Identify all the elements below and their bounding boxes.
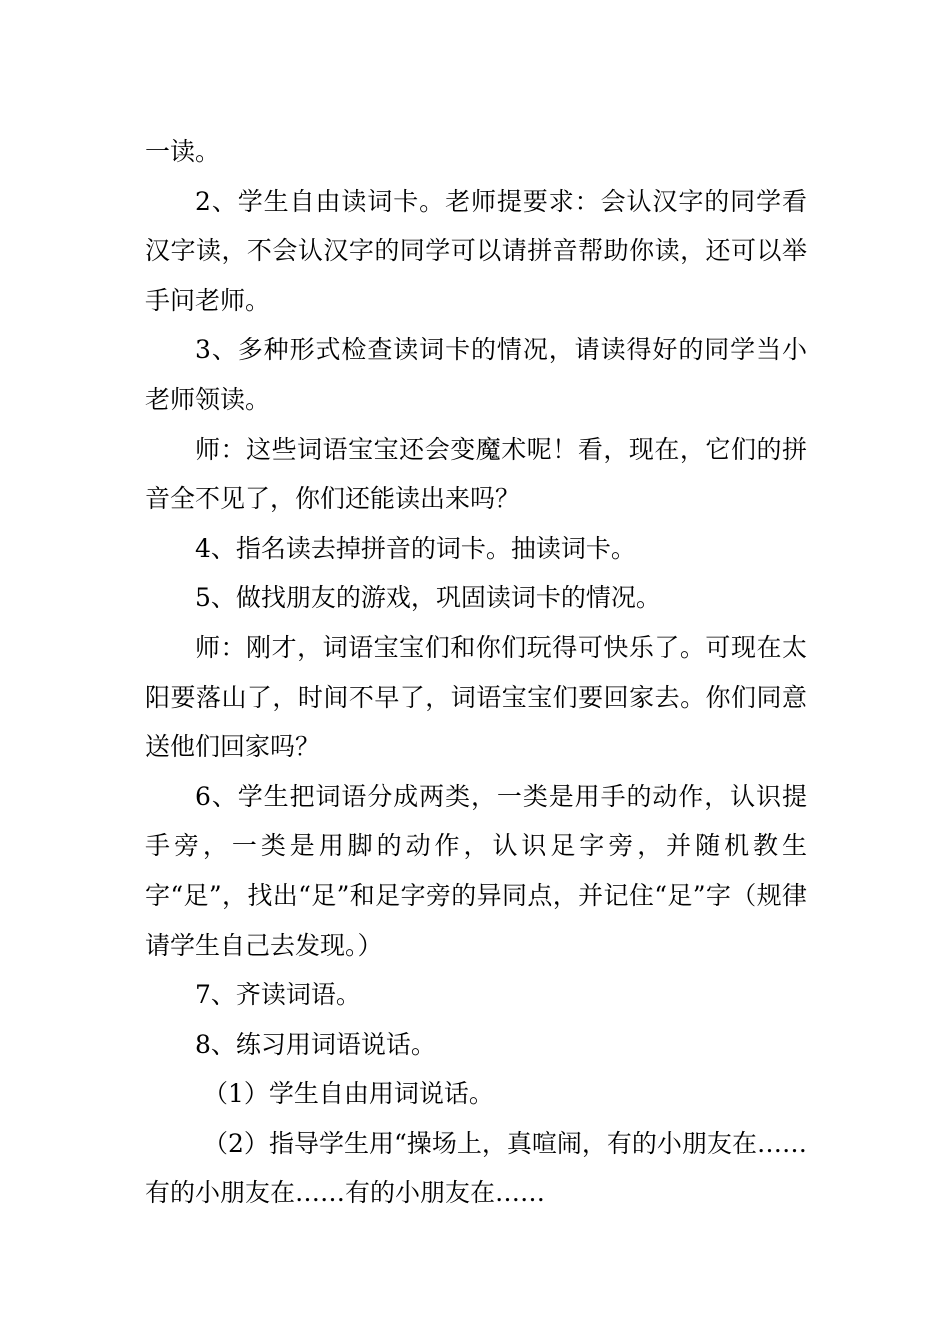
- paragraph-step-3: 3、多种形式检查读词卡的情况，请读得好的同学当小老师领读。: [145, 335, 807, 414]
- paragraph-step-5: 5、做找朋友的游戏，巩固读词卡的情况。: [195, 583, 661, 613]
- paragraph-substep-2: （2）指导学生用“操场上，真喧闹，有的小朋友在……有的小朋友在……有的小朋友在……: [145, 1128, 807, 1208]
- paragraph-step-2: 2、学生自由读词卡。老师提要求：会认汉字的同学看汉字读，不会认汉字的同学可以请拼音帮助你读，还可以举手问老师。: [145, 186, 807, 315]
- paragraph-continuation: 一读。: [145, 137, 221, 166]
- paragraph-teacher-magic: 师：这些词语宝宝还会变魔术呢！看，现在，它们的拼音全不见了，你们还能读出来吗？: [145, 434, 807, 514]
- paragraph-step-4: 4、指名读去掉拼音的词卡。抽读词卡。: [195, 533, 636, 563]
- paragraph-step-8: 8、练习用词语说话。: [195, 1029, 436, 1059]
- paragraph-step-6: 6、学生把词语分成两类，一类是用手的动作，认识提手旁，一类是用脚的动作，认识足字旁，并随机教生字“足”，找出“足”和足字旁的异同点，并记住“足”字（规律请学生自己去发现。）: [145, 781, 807, 960]
- document-body: [145, 127, 807, 1218]
- paragraph-teacher-sunset: 师：刚才，词语宝宝们和你们玩得可快乐了。可现在太阳要落山了，时间不早了，词语宝宝们要回家去。你们同意送他们回家吗？: [145, 632, 807, 762]
- paragraph-substep-1: （1）学生自由用词说话。: [203, 1079, 494, 1109]
- paragraph-step-7: 7、齐读词语。: [195, 980, 361, 1010]
